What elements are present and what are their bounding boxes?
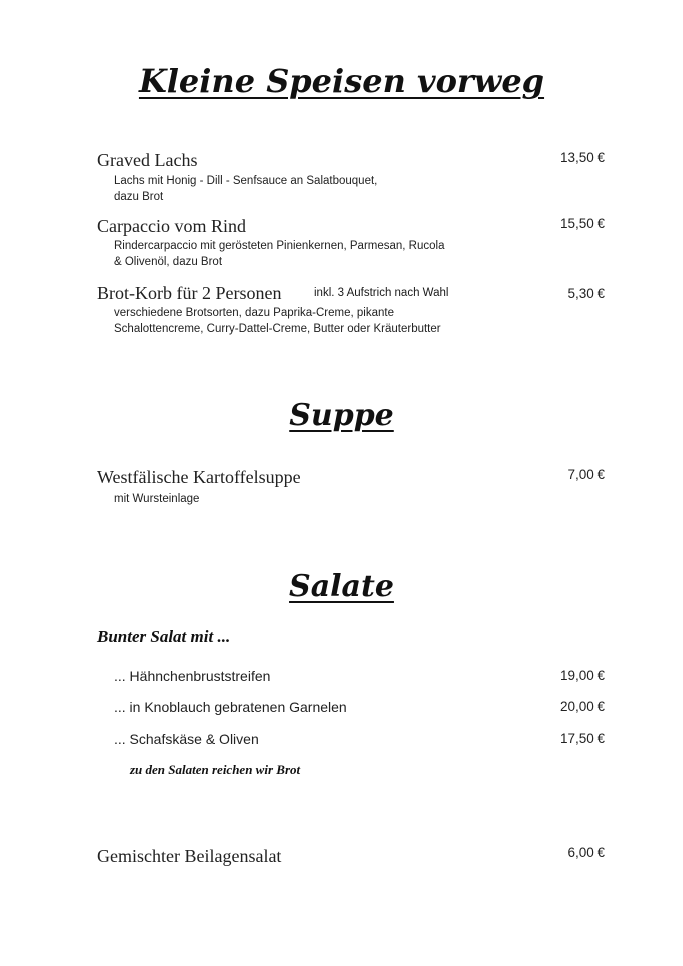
salad-subtitle: Bunter Salat mit ... (97, 627, 231, 646)
section-title-soup: Suppe (289, 398, 394, 433)
menu-item-description: Schalottencreme, Curry-Dattel-Creme, Butter oder Kräuterbutter (114, 323, 441, 335)
menu-item-name: Graved Lachs (97, 150, 198, 170)
salad-option-name: ... in Knoblauch gebratenen Garnelen (114, 699, 347, 715)
menu-item-price: 15,50 € (559, 216, 605, 231)
salad-option-name: ... Hähnchenbruststreifen (114, 668, 271, 684)
menu-item-name: Gemischter Beilagensalat (97, 846, 282, 866)
menu-item-price: 13,50 € (559, 150, 605, 165)
menu-item-price: 7,00 € (567, 467, 605, 482)
menu-item-note: inkl. 3 Aufstrich nach Wahl (314, 287, 449, 299)
section-title-salads: Salate (289, 569, 394, 604)
menu-item-name: Brot-Korb für 2 Personen (97, 283, 282, 303)
salad-option-price: 17,50 € (559, 731, 605, 746)
menu-item-description: Rindercarpaccio mit gerösteten Pinienkernen, Parmesan, Rucola (114, 240, 445, 252)
menu-item-price: 6,00 € (567, 845, 605, 860)
salad-option-price: 19,00 € (559, 668, 605, 683)
salad-option-price: 20,00 € (559, 699, 605, 714)
menu-item-description: & Olivenöl, dazu Brot (114, 256, 223, 268)
salad-bread-note: zu den Salaten reichen wir Brot (130, 762, 301, 777)
menu-item-description: verschiedene Brotsorten, dazu Paprika-Creme, pikante (114, 307, 394, 319)
menu-item-description: Lachs mit Honig - Dill - Senfsauce an Salatbouquet, (114, 175, 378, 187)
menu-item-price: 5,30 € (567, 286, 605, 301)
menu-item-name: Westfälische Kartoffelsuppe (97, 467, 301, 487)
menu-item-name: Carpaccio vom Rind (97, 216, 246, 236)
section-title-starters: Kleine Speisen vorweg (138, 62, 545, 100)
salad-option-name: ... Schafskäse & Oliven (114, 731, 259, 747)
menu-item-description: dazu Brot (114, 191, 164, 203)
menu-item-description: mit Wursteinlage (114, 493, 200, 505)
